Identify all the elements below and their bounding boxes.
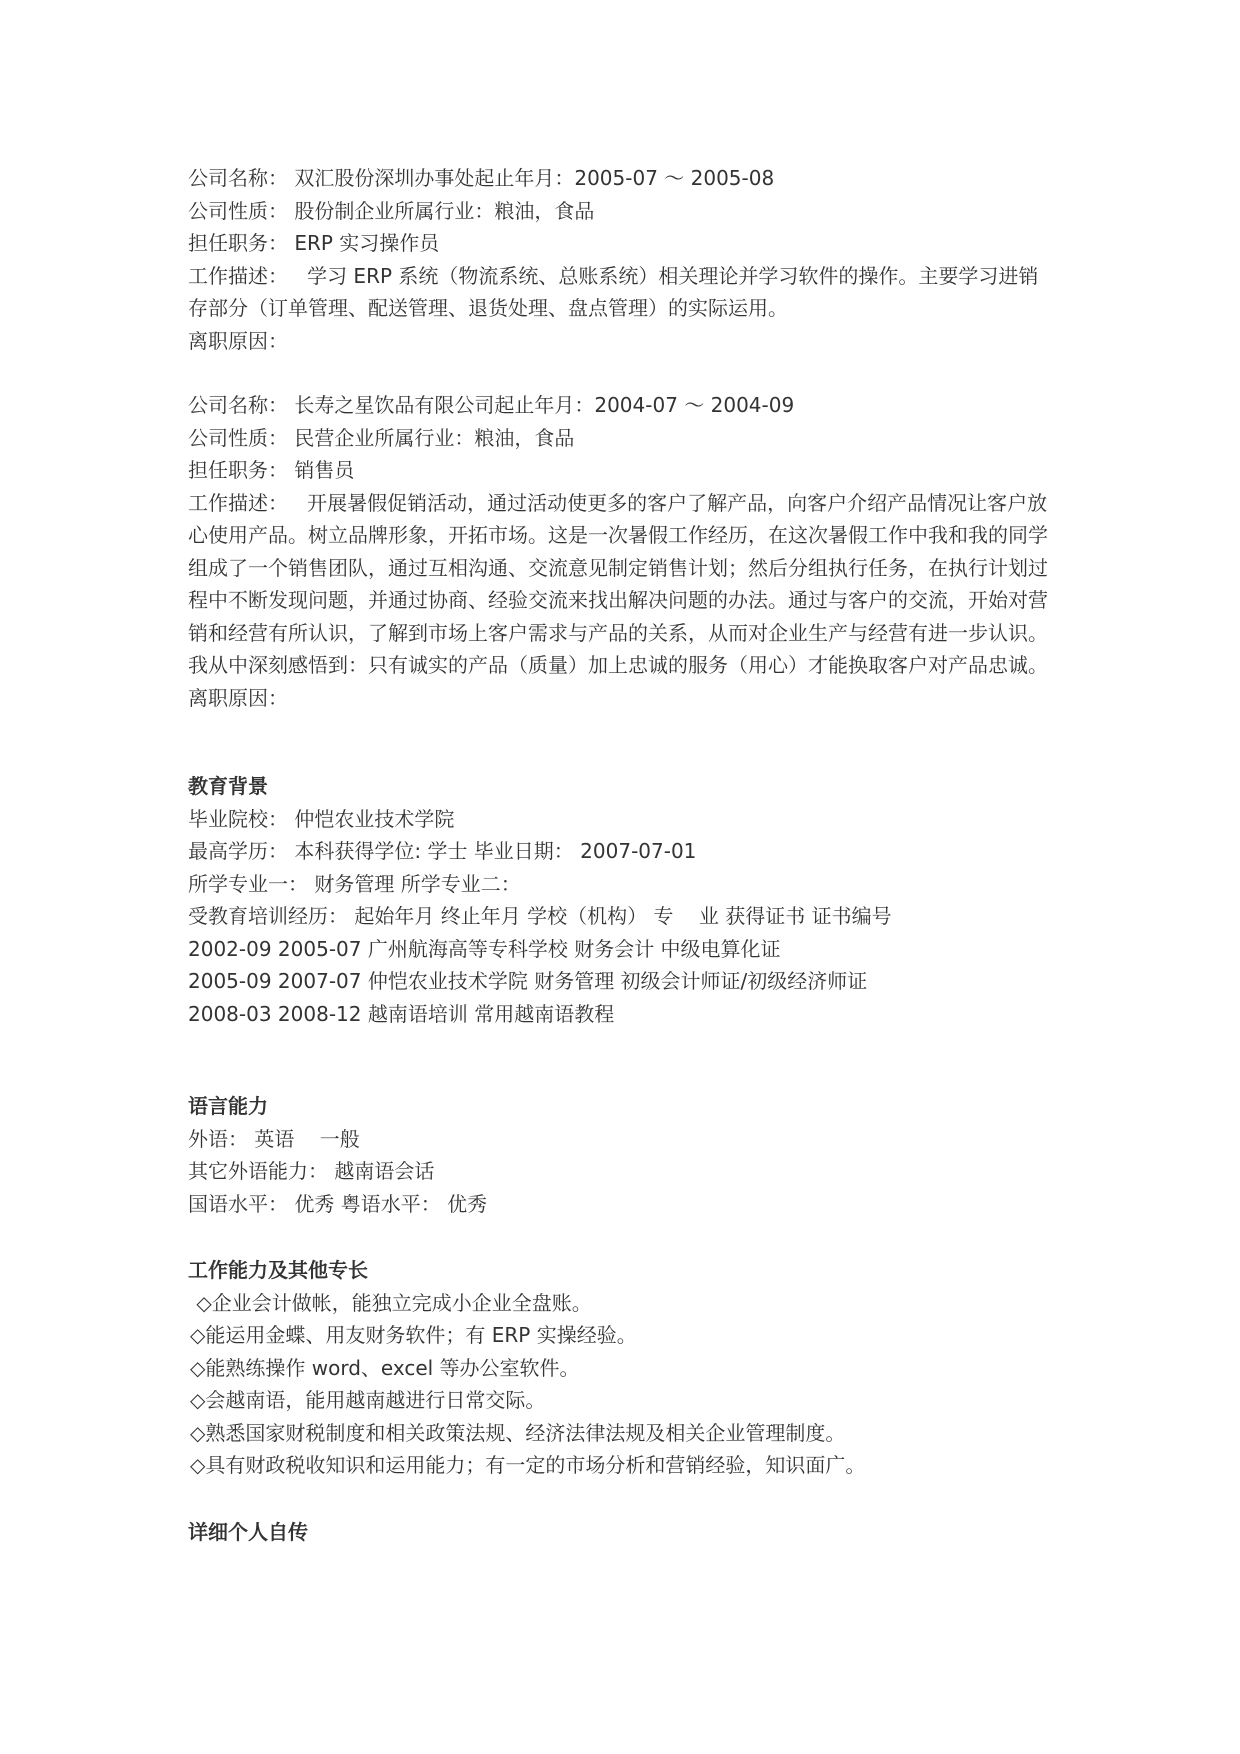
bio-heading: 详细个人自传 — [188, 1519, 308, 1544]
language-heading: 语言能力 — [188, 1094, 268, 1118]
skills-heading: 工作能力及其他专长 — [188, 1258, 368, 1282]
spacer — [188, 1220, 1058, 1254]
language-line: 外语： 英语 一般 — [188, 1126, 360, 1151]
skill-item: ◇企业会计做帐，能独立完成小企业全盘账。 — [190, 1290, 592, 1315]
skill-item: ◇具有财政税收知识和运用能力；有一定的市场分析和营销经验，知识面广。 — [190, 1453, 866, 1477]
job1-company-line: 公司名称： 双汇股份深圳办事处起止年月：2005-07 ～ 2005-08 — [188, 166, 775, 190]
job-entry-2 — [188, 389, 1058, 714]
education-line: 最高学历： 本科获得学位: 学士 毕业日期： 2007-07-01 — [188, 839, 697, 863]
job1-description: 工作描述： 学习 ERP 系统（物流系统、总账系统）相关理论并学习软件的操作。主要学习进销存部分（订单管理、配送管理、退货处理、盘点管理）的实际运用。 — [188, 263, 1039, 320]
education-line: 2008-03 2008-12 越南语培训 常用越南语教程 — [188, 1001, 615, 1026]
spacer — [188, 1030, 1058, 1090]
job1-nature-line: 公司性质： 股份制企业所属行业：粮油，食品 — [188, 198, 595, 223]
education-line: 受教育培训经历： 起始年月 终止年月 学校（机构） 专 业 获得证书 证书编号 — [188, 904, 892, 928]
skill-item: ◇会越南语，能用越南越进行日常交际。 — [190, 1388, 546, 1412]
job2-description: 工作描述： 开展暑假促销活动，通过活动使更多的客户了解产品，向客户介绍产品情况让客户放心使用产品。树立品牌形象，开拓市场。这是一次暑假工作经历，在这次暑假工作中我和我的同学组成了一个销售团队，通过互相沟通、交流意见制定销售计划；然后分组执行任务，在执行计划过程中不断发现问题，并通过协商、经验交流来找出解决问题的办法。通过与客户的交流，开始对营销和经营有所认识，了解到市场上客户需求与产品的关系，从而对企业生产与经营有进一步认识。我从中深刻感悟到：只有诚实的产品（质量）加上忠诚的服务（用心）才能换取客户对产品忠诚。 — [188, 490, 1048, 677]
skills-section — [188, 1254, 1058, 1482]
education-section — [188, 770, 1058, 1030]
job2-company-line: 公司名称： 长寿之星饮品有限公司起止年月：2004-07 ～ 2004-09 — [188, 393, 795, 417]
job1-position-line: 担任职务： ERP 实习操作员 — [188, 231, 440, 255]
spacer — [188, 1482, 1058, 1516]
language-line: 国语水平： 优秀 粤语水平： 优秀 — [188, 1191, 488, 1216]
spacer — [188, 357, 1058, 389]
education-line: 2002-09 2005-07 广州航海高等专科学校 财务会计 中级电算化证 — [188, 936, 781, 961]
skill-item: ◇熟悉国家财税制度和相关政策法规、经济法律法规及相关企业管理制度。 — [190, 1420, 846, 1445]
job2-position-line: 担任职务： 销售员 — [188, 458, 355, 482]
education-line: 毕业院校： 仲恺农业技术学院 — [188, 806, 455, 831]
education-heading: 教育背景 — [188, 774, 268, 798]
job1-leave-reason: 离职原因： — [188, 328, 288, 353]
job2-nature-line: 公司性质： 民营企业所属行业：粮油，食品 — [188, 425, 575, 450]
resume-page — [188, 162, 1058, 1548]
education-line: 2005-09 2007-07 仲恺农业技术学院 财务管理 初级会计师证/初级经济师证 — [188, 969, 868, 993]
job-entry-1 — [188, 162, 1058, 357]
bio-section — [188, 1516, 1058, 1549]
skill-item: ◇能熟练操作 word、excel 等办公室软件。 — [190, 1355, 580, 1380]
language-line: 其它外语能力： 越南语会话 — [188, 1159, 435, 1183]
job2-leave-reason: 离职原因： — [188, 685, 288, 710]
education-line: 所学专业一： 财务管理 所学专业二： — [188, 871, 521, 896]
skill-item: ◇能运用金蝶、用友财务软件；有 ERP 实操经验。 — [190, 1323, 637, 1347]
spacer — [188, 714, 1058, 770]
language-section — [188, 1090, 1058, 1220]
